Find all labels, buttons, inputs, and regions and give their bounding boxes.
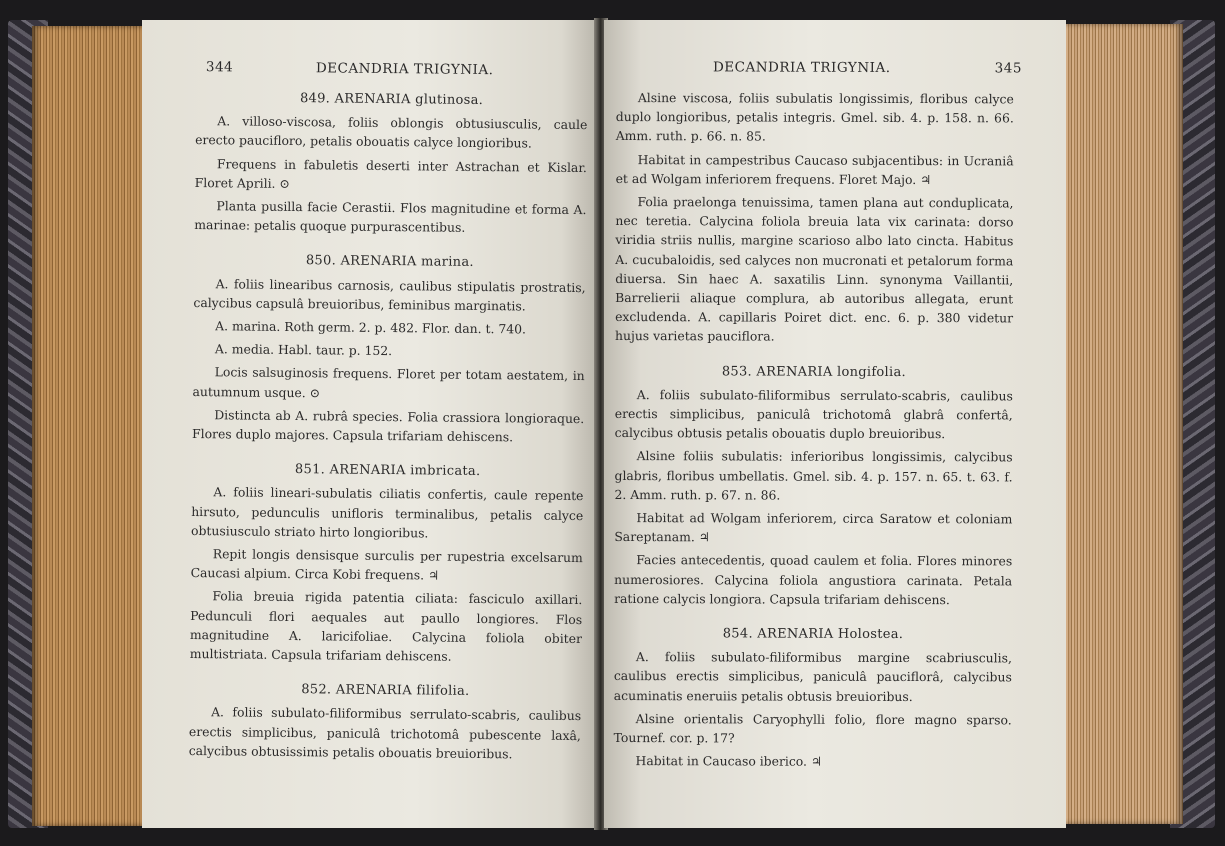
entry-paragraph: A. foliis subulato-filiformibus margine scabriusculis, caulibus erectis simplicibus, paniculâ pauciflorâ, calycibus acuminatis eneruiis petalis obtusis breuioribus. <box>613 649 1012 704</box>
running-head: DECANDRIA TRIGYNIA. <box>315 60 494 79</box>
entry-paragraph: A. foliis lineari-subulatis ciliatis confertis, caule repente hirsuto, pedunculis unifloris terminalibus, petalis calyce obtusiusculo striato hirto longioribus. <box>190 484 584 541</box>
entry-title: 849. ARENARIA glutinosa. <box>299 91 484 109</box>
running-head: DECANDRIA TRIGYNIA. <box>712 59 891 76</box>
entry-paragraph: Locis salsuginosis frequens. Floret per totam aestatem, in autumnum usque. ⊙ <box>192 364 585 400</box>
entry-paragraph: Folia breuia rigida patentia ciliata: fasciculo axillari. Pedunculi flori aequales aut paullo longiores. Flos magnitudine A. laricifoliae. Calycina foliola obiter multistriata. Capsula trifariam dehiscens. <box>189 588 583 664</box>
entry-title: 851. ARENARIA imbricata. <box>294 462 481 480</box>
entry-paragraph: A. villoso-viscosa, foliis oblongis obtusiusculis, caule erecto paucifloro, petalis obouatis calyce longioribus. <box>195 113 588 151</box>
entry-paragraph: A. media. Habl. taur. p. 152. <box>214 341 393 359</box>
entry-paragraph: Habitat in Caucaso iberico. ♃ <box>635 753 823 770</box>
entry-paragraph: A. foliis linearibus carnosis, caulibus stipulatis prostratis, calycibus capsulâ breuioribus, feminibus marginatis. <box>193 275 586 314</box>
left-page-header <box>196 58 588 84</box>
entry-paragraph: A. foliis subulato-filiformibus serrulato-scabris, caulibus erectis simplicibus, paniculâ trichotomâ glabrâ confertâ, calycibus obtusis petalis obouatis duplo breuioribus. <box>614 386 1013 442</box>
entry-paragraph: Habitat in campestribus Caucaso subjacentibus: in Ucraniâ et ad Wolgam inferiorem frequens. Floret Majo. ♃ <box>615 151 1014 187</box>
left-page <box>142 20 598 828</box>
entry-paragraph: Facies antecedentis, quoad caulem et folia. Flores minores numerosiores. Calycina foliola angustiora carinata. Petala ratione calycis longiora. Capsula trifariam dehiscens. <box>614 552 1013 608</box>
page-edges-left <box>32 26 144 826</box>
entry-paragraph: Distincta ab A. rubrâ species. Folia crassiora longioraque. Flores duplo majores. Capsula trifariam dehiscens. <box>191 407 585 445</box>
right-page-header <box>616 58 1022 81</box>
entry-title: 853. ARENARIA longifolia. <box>721 364 906 380</box>
entry-paragraph: A. foliis subulato-filiformibus serrulato-scabris, caulibus erectis simplicibus, paniculâ trichotomâ pubescente laxâ, calycibus obtusissimis petalis obouatis breuioribus. <box>188 704 582 762</box>
page-number: 345 <box>994 60 1022 77</box>
entry-paragraph: Folia praelonga tenuissima, tamen plana aut conduplicata, nec teretia. Calycina foliola breuia lata vix carinata: dorso viridia striis nullis, margine scarioso albo lato cincta. Habitus A. cucubaloidis, sed calyces non mucronati et petalorum forma diuersa. Sin haec A. saxatilis Linn. synonyma Vaillantii, Barrelierii aliaque complura, ab autoribus allegata, erunt excludenda. A. capillaris Poiret dict. enc. 6. p. 380 videtur hujus varietas pauciflora. <box>615 194 1014 344</box>
entry-paragraph: Planta pusilla facie Cerastii. Flos magnitudine et forma A. marinae: petalis quoque purpurascentibus. <box>194 198 587 236</box>
page-edges-right <box>1063 24 1183 824</box>
right-page <box>604 20 1066 828</box>
entry-paragraph: Alsine orientalis Caryophylli folio, flore magno sparso. Tournef. cor. p. 17? <box>613 710 1012 746</box>
entry-title: 854. ARENARIA Holostea. <box>722 626 904 643</box>
entry-paragraph: A. marina. Roth germ. 2. p. 482. Flor. dan. t. 740. <box>215 318 527 337</box>
entry-title: 852. ARENARIA filifolia. <box>301 682 470 700</box>
entry-paragraph: Habitat ad Wolgam inferiorem, circa Saratow et coloniam Sareptanam. ♃ <box>614 510 1013 545</box>
entry-paragraph: Alsine viscosa, foliis subulatis longissimis, floribus calyce duplo longioribus, petalis integris. Gmel. sib. 4. p. 158. n. 66. Amm. ruth. p. 66. n. 85. <box>615 90 1014 144</box>
entry-paragraph: Repit longis densisque surculis per rupestria excelsarum Caucasi alpium. Circa Kobi frequens. ♃ <box>190 546 583 583</box>
entry-paragraph: Frequens in fabuletis deserti inter Astrachan et Kislar. Floret Aprili. ⊙ <box>194 155 587 191</box>
entry-title: 850. ARENARIA marina. <box>305 253 474 271</box>
page-number: 344 <box>205 59 234 76</box>
entry-paragraph: Alsine foliis subulatis: inferioribus longissimis, calycibus glabris, floribus umbellatis. Gmel. sib. 4. p. 157. n. 65. t. 63. f. 2. Amm. ruth. p. 67. n. 86. <box>614 448 1013 503</box>
